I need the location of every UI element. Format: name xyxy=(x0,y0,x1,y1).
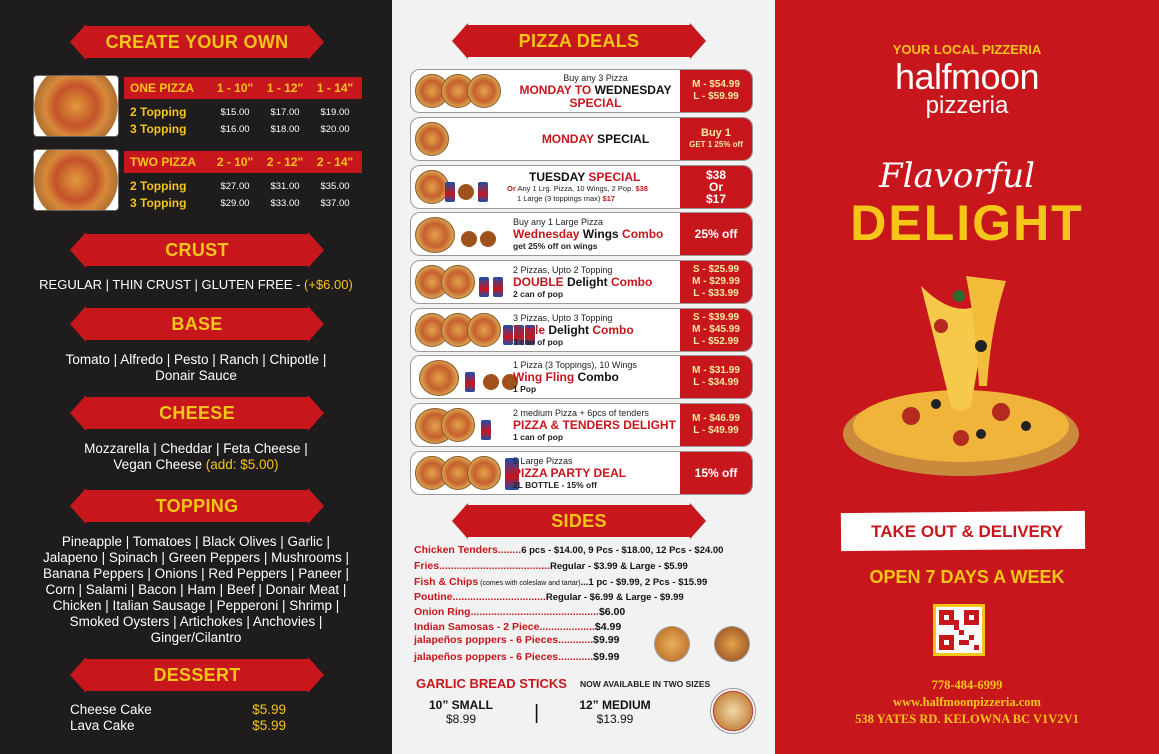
dessert-item xyxy=(70,702,300,717)
price-row xyxy=(124,120,362,138)
size-label: 2 - 12" xyxy=(266,155,304,169)
side-note: (comes with coleslaw and tartar) xyxy=(478,580,581,587)
garlic-bread-note: NOW AVAILABLE IN TWO SIZES xyxy=(580,679,711,689)
garlic-size: 12” MEDIUM xyxy=(579,698,651,712)
size-label: 1 - 14" xyxy=(316,81,354,95)
deal-pizza-images xyxy=(415,74,493,110)
topping-line: Pineapple | Tomatoes | Black Olives | Garlic | xyxy=(61,534,331,549)
side-item xyxy=(414,621,621,633)
base-line: Donair Sauce xyxy=(155,368,237,383)
deal-pizza-images xyxy=(415,170,488,206)
side-item xyxy=(414,576,707,588)
price: $20.00 xyxy=(320,123,350,135)
deal-pizza-images xyxy=(415,122,441,158)
deal-title: Combo xyxy=(574,369,619,384)
side-item xyxy=(414,634,619,646)
price: $35.00 xyxy=(320,180,350,192)
deal-text xyxy=(513,311,678,349)
side-price: $9.99 xyxy=(593,634,620,646)
two-pizza-label: TWO PIZZA xyxy=(130,155,196,169)
crust-text: REGULAR | THIN CRUST | GLUTEN FREE - xyxy=(39,277,305,292)
deal-title: PIZZA & TENDERS xyxy=(513,417,620,432)
cheese-title: CHEESE xyxy=(159,402,235,423)
deal-card[interactable] xyxy=(410,308,753,352)
deal-pizza-images xyxy=(415,456,519,492)
side-price: 6 pcs - $14.00, 9 Pcs - $18.00, 12 Pcs - $24.00 xyxy=(521,545,724,556)
cheese-banner xyxy=(70,395,324,431)
sides-photo xyxy=(654,626,690,662)
side-name: Poutine xyxy=(414,591,453,603)
topping-title: TOPPING xyxy=(155,495,239,516)
side-name: Chicken Tenders xyxy=(414,544,498,556)
price-line: $38 xyxy=(705,168,727,182)
base-options xyxy=(20,352,372,384)
deal-line: get 25% off on wings xyxy=(513,240,598,251)
deal-text xyxy=(507,168,678,206)
price-line: 25% off xyxy=(694,227,738,241)
dessert-item xyxy=(70,718,300,733)
side-name: jalapeños poppers - 6 Pieces xyxy=(414,634,559,646)
address: 538 YATES RD. KELOWNA BC V1V2V1 xyxy=(855,712,1079,726)
price: $27.00 xyxy=(220,180,250,192)
topping-count: 2 Topping xyxy=(130,179,187,193)
garlic-separator: | xyxy=(534,702,540,724)
price-line: GET 1 25% off xyxy=(689,140,743,149)
side-price: ...1 pc - $9.99, 2 Pcs - $15.99 xyxy=(580,577,708,588)
deal-title: Combo xyxy=(618,226,664,241)
deal-text xyxy=(513,215,678,253)
deal-text xyxy=(513,454,678,492)
price-row xyxy=(124,103,362,121)
topping-line: Ginger/Cilantro xyxy=(150,630,242,645)
deal-title: Combo xyxy=(589,322,634,337)
one-pizza-photo xyxy=(33,75,119,137)
topping-line: Banana Peppers | Onions | Red Peppers | Paneer | xyxy=(43,566,349,581)
garlic-price: $8.99 xyxy=(445,712,477,726)
price-row xyxy=(124,194,362,212)
deal-line: 3 Pizzas, Upto 3 Topping xyxy=(513,312,613,323)
crust-options xyxy=(20,277,372,293)
qr-code[interactable] xyxy=(933,604,985,656)
side-name: Indian Samosas - 2 Piece xyxy=(414,621,540,633)
side-name: jalapeños poppers - 6 Pieces xyxy=(414,651,559,663)
cheese-options xyxy=(20,441,372,473)
dessert-banner xyxy=(70,657,324,693)
crust-title: CRUST xyxy=(165,239,229,260)
create-your-own-banner xyxy=(70,24,324,60)
pizza-deals-banner xyxy=(452,23,706,59)
price-line: L - $33.99 xyxy=(693,288,739,299)
topping-line: Chicken | Italian Sausage | Pepperoni | Shrimp | xyxy=(52,598,340,613)
price-line: M - $45.99 xyxy=(692,324,740,335)
deal-text xyxy=(513,358,678,396)
price-line: S - $25.99 xyxy=(692,264,740,275)
local-pizzeria-tagline: YOUR LOCAL PIZZERIA xyxy=(892,42,1042,57)
deal-pizza-images xyxy=(419,360,518,396)
deal-title: Triple xyxy=(513,322,546,337)
middle-panel xyxy=(392,0,775,754)
deal-card[interactable] xyxy=(410,117,753,161)
garlic-bread-title: GARLIC BREAD STICKS xyxy=(416,676,567,691)
deal-card[interactable] xyxy=(410,212,753,256)
size-label: 1 - 12" xyxy=(266,81,304,95)
deal-title: Wings xyxy=(579,226,619,241)
side-price: $6.00 xyxy=(598,606,626,618)
price-line: Buy 1 xyxy=(701,127,731,139)
side-price: $9.99 xyxy=(593,651,620,663)
deal-card[interactable] xyxy=(410,69,753,113)
base-line: Tomato | Alfredo | Pesto | Ranch | Chipotle | xyxy=(65,352,327,367)
deal-line: 5 Large Pizzas xyxy=(513,455,573,466)
delight-text: DELIGHT xyxy=(850,195,1084,251)
deal-line: 2L BOTTLE - 15% off xyxy=(513,479,597,490)
cheese-line: Vegan Cheese xyxy=(113,457,206,472)
base-title: BASE xyxy=(171,313,223,334)
deal-title: WEDNESDAY xyxy=(591,82,672,97)
deal-line: 2 Pizzas, Upto 2 Topping xyxy=(513,264,613,275)
deal-line: 2 can of pop xyxy=(513,288,564,299)
deal-option: Any 1 Lrg. Pizza, 10 Wings, 2 Pop. xyxy=(517,183,634,193)
deal-title: Delight xyxy=(563,274,608,289)
deal-price xyxy=(680,309,752,351)
price-line: M - $46.99 xyxy=(692,413,740,424)
size-label: 2 - 10" xyxy=(216,155,254,169)
deal-text xyxy=(513,72,678,110)
deal-pizza-images xyxy=(415,265,503,301)
deal-title: TUESDAY xyxy=(529,169,586,184)
website[interactable]: www.halfmoonpizzeria.com xyxy=(893,695,1041,709)
deal-card[interactable] xyxy=(410,165,753,209)
side-item xyxy=(414,651,619,663)
price-line: 15% off xyxy=(694,466,738,480)
price-line: L - $34.99 xyxy=(693,377,739,388)
price: $31.00 xyxy=(270,180,300,192)
topping-options xyxy=(20,534,372,646)
deal-option-price: $38 xyxy=(635,183,648,193)
side-dots: ............ xyxy=(558,634,594,646)
deal-title: Delight xyxy=(545,322,590,337)
price-line: L - $52.99 xyxy=(693,336,739,347)
dessert-price: $5.99 xyxy=(252,702,286,717)
deal-card[interactable] xyxy=(410,403,753,447)
deal-price xyxy=(680,356,752,398)
deal-title: MONDAY xyxy=(541,131,594,146)
side-dots: ................................ xyxy=(452,591,546,603)
deal-text xyxy=(513,406,678,444)
side-name: Fish & Chips xyxy=(414,576,479,588)
side-price: Regular - $3.99 & Large - $5.99 xyxy=(549,561,688,572)
side-dots: ............................................ xyxy=(470,606,599,618)
price-row xyxy=(124,177,362,195)
deal-title: DELIGHT xyxy=(619,417,676,432)
dessert-title: DESSERT xyxy=(153,664,241,685)
price: $29.00 xyxy=(220,197,250,209)
open-days: OPEN 7 DAYS A WEEK xyxy=(869,567,1065,587)
create-your-own-title: CREATE YOUR OWN xyxy=(105,31,289,52)
deal-price xyxy=(680,166,752,208)
deal-price xyxy=(680,404,752,446)
price-line: Or xyxy=(708,180,723,194)
deal-price xyxy=(680,213,752,255)
one-pizza-header xyxy=(124,77,362,99)
pizza-deals-title: PIZZA DEALS xyxy=(518,30,640,51)
size-label: 2 - 14" xyxy=(316,155,354,169)
deal-pizza-images xyxy=(415,217,496,253)
dessert-price: $5.99 xyxy=(252,718,286,733)
side-item xyxy=(414,591,684,603)
deal-title: SPECIAL xyxy=(593,131,650,146)
logo-halfmoon: halfmoon xyxy=(894,56,1040,97)
crust-banner xyxy=(70,232,324,268)
deal-option-price: $17 xyxy=(602,193,615,203)
deal-or: Or xyxy=(507,183,516,193)
deal-option: 1 Large (3 toppings max) xyxy=(517,193,601,203)
side-price: Regular - $6.99 & Large - $9.99 xyxy=(545,592,684,603)
deal-pizza-images xyxy=(415,408,491,444)
cheese-extra-price: (add: $5.00) xyxy=(205,457,279,472)
sides-title: SIDES xyxy=(551,510,607,531)
price: $37.00 xyxy=(320,197,350,209)
price: $15.00 xyxy=(220,106,250,118)
pizza-hero-image xyxy=(841,266,1081,496)
deal-price xyxy=(680,70,752,112)
topping-count: 3 Topping xyxy=(130,196,187,210)
right-panel xyxy=(775,0,1159,754)
price-line: S - $39.99 xyxy=(692,312,740,323)
dessert-name: Cheese Cake xyxy=(70,702,152,717)
cheese-line: Mozzarella | Cheddar | Feta Cheese | xyxy=(84,441,308,456)
price-line: M - $29.99 xyxy=(692,276,740,287)
deal-title: PIZZA PARTY xyxy=(513,465,591,480)
deal-line: 1 Pop xyxy=(513,383,537,394)
flavorful-text: Flavorful xyxy=(878,156,1036,196)
logo-pizzeria: pizzeria xyxy=(925,92,1009,119)
deal-line: Buy any 3 Pizza xyxy=(563,72,628,83)
garlic-small xyxy=(426,698,496,726)
deal-title: MONDAY TO xyxy=(519,82,592,97)
topping-banner xyxy=(70,488,324,524)
price: $33.00 xyxy=(270,197,300,209)
takeout-delivery: TAKE OUT & DELIVERY xyxy=(871,522,1063,541)
size-label: 1 - 10" xyxy=(216,81,254,95)
deal-price xyxy=(680,261,752,303)
topping-count: 3 Topping xyxy=(130,122,187,136)
one-pizza-label: ONE PIZZA xyxy=(130,81,195,95)
deal-card[interactable] xyxy=(410,355,753,399)
sides-banner xyxy=(452,503,706,539)
deal-line: 1 can of pop xyxy=(513,431,564,442)
dessert-name: Lava Cake xyxy=(70,718,135,733)
deal-title: DOUBLE xyxy=(513,274,564,289)
deal-line: 1 Pizza (3 Toppings), 10 Wings xyxy=(513,359,637,370)
deal-text xyxy=(513,120,678,158)
side-dots: ............ xyxy=(558,651,594,663)
deal-price xyxy=(680,452,752,494)
price-line: M - $31.99 xyxy=(692,365,740,376)
price-line: $17 xyxy=(705,192,727,206)
base-banner xyxy=(70,306,324,342)
price: $18.00 xyxy=(270,123,300,135)
side-item xyxy=(414,560,688,572)
sides-photo xyxy=(714,626,750,662)
deal-title: DEAL xyxy=(590,465,627,480)
deal-price xyxy=(680,118,752,160)
side-name: Fries xyxy=(414,560,440,572)
topping-line: Jalapeno | Spinach | Green Peppers | Mushrooms | xyxy=(43,550,349,565)
crust-extra-price: (+$6.00) xyxy=(304,277,353,292)
side-dots: ........ xyxy=(497,544,522,556)
garlic-price: $13.99 xyxy=(596,712,634,726)
side-dots: ................... xyxy=(539,621,595,633)
topping-line: Smoked Oysters | Artichokes | Anchovies | xyxy=(69,614,323,629)
garlic-size: 10” SMALL xyxy=(428,698,493,712)
garlic-bread-photo xyxy=(710,688,756,734)
price: $17.00 xyxy=(270,106,300,118)
phone-number[interactable]: 778-484-6999 xyxy=(931,678,1003,692)
deal-title: Wednesday xyxy=(513,226,580,241)
deal-card[interactable] xyxy=(410,451,753,495)
price-line: M - $54.99 xyxy=(692,79,740,90)
topping-line: Corn | Salami | Bacon | Ham | Beef | Donair Meat | xyxy=(45,582,347,597)
two-pizza-header xyxy=(124,151,362,173)
deal-title: SPECIAL xyxy=(569,95,622,110)
deal-line: 3 can of pop xyxy=(513,336,564,347)
garlic-medium xyxy=(570,698,660,726)
deal-title: Wing Fling xyxy=(513,369,575,384)
side-dots: ...................................... xyxy=(439,560,550,572)
deal-card[interactable] xyxy=(410,260,753,304)
deal-title: Combo xyxy=(607,274,653,289)
price: $19.00 xyxy=(320,106,350,118)
deal-line: Buy any 1 Large Pizza xyxy=(513,216,604,227)
deal-title: SPECIAL xyxy=(585,169,641,184)
price: $16.00 xyxy=(220,123,250,135)
price-line: L - $59.99 xyxy=(693,91,739,102)
deal-text xyxy=(513,263,678,301)
two-pizza-photo xyxy=(33,149,119,211)
topping-count: 2 Topping xyxy=(130,105,187,119)
price-line: L - $49.99 xyxy=(693,425,739,436)
side-name: Onion Ring xyxy=(414,606,471,618)
left-panel xyxy=(0,0,392,754)
deal-line: 2 medium Pizza + 6pcs of tenders xyxy=(513,407,649,418)
side-item xyxy=(414,544,723,556)
side-item xyxy=(414,606,625,618)
side-price: $4.99 xyxy=(594,621,622,633)
